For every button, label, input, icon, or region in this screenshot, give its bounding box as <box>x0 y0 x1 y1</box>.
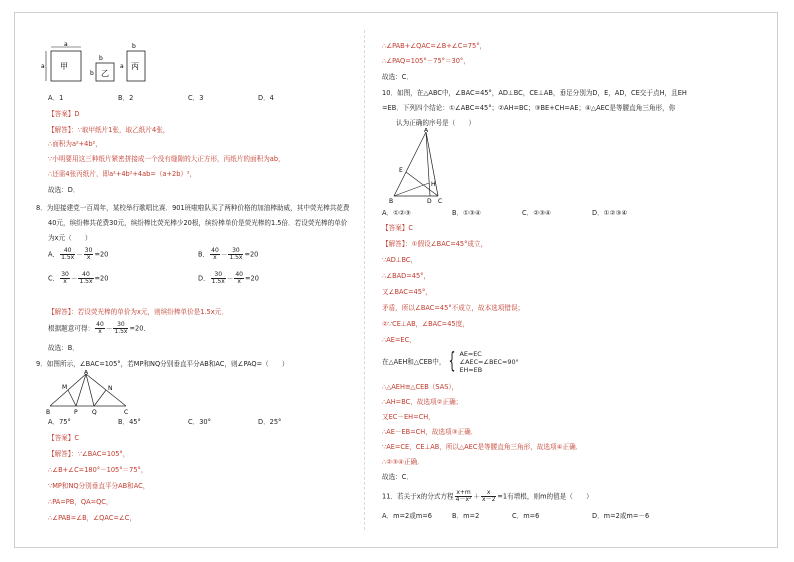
q11-option-b[interactable]: B．m=2 <box>452 512 480 520</box>
q11-stem: 11．若关于x的分式方程 $\frac{x+m}{\text{4－x²}}$ ＋ $\frac{x}{x-2}$ =1有增根，则m的值是（ ） <box>382 489 593 503</box>
q7-answer: 【答案】D <box>48 110 80 118</box>
svg-text:A: A <box>424 128 429 134</box>
dim-label-b: b <box>99 55 103 62</box>
q10-analysis-line: 【解答】：①假设∠BAC=45°成立， <box>382 240 488 248</box>
svg-text:Q: Q <box>92 409 97 416</box>
q7-analysis-line: ∵小明要用这三种纸片紧密拼接成一个没有缝隙的大正方形，丙纸片的面积为ab， <box>48 155 285 163</box>
q10-stem-line: 10．如图，在△ABC中，∠BAC=45°，AD⊥BC，CE⊥AB，垂足分别为D，E，AD，CE交于点H，且EH <box>382 89 687 97</box>
q9-option-b[interactable]: B．45° <box>118 418 141 426</box>
q8-choice: 故选：B． <box>48 344 79 352</box>
svg-text:M: M <box>62 384 68 391</box>
q10-analysis-line: ②∵CE⊥AB，∠BAC=45度， <box>382 320 469 328</box>
q7-choice: 故选：D． <box>48 186 80 194</box>
q8-option-d[interactable]: D． $\frac{30}{1.5x}$ － $\frac{40}{x}$ =20 <box>198 271 259 285</box>
svg-text:D: D <box>427 198 432 204</box>
q10-choice: 故选：C． <box>382 473 413 481</box>
svg-text:E: E <box>399 167 403 174</box>
q10-option-c[interactable]: C．②③④ <box>522 209 551 217</box>
label-yi: 乙 <box>101 69 109 78</box>
q9-option-a[interactable]: A．75° <box>48 418 71 426</box>
label-bing: 丙 <box>131 62 139 71</box>
q10-system: 在△AEH和△CEB中， { AE=EC ∠AEC=∠BEC=90° EH=EB <box>382 349 519 374</box>
q8-analysis-equation: 根据题意可得： $\frac{40}{x}$ － $\frac{30}{1.5x}$ =20． <box>48 321 150 335</box>
q7-option-c[interactable]: C．3 <box>188 94 204 102</box>
q9-analysis-line: ∴∠PAB=∠B，∠QAC=∠C， <box>48 514 136 522</box>
q11-option-d[interactable]: D．m=2或m=－6 <box>592 512 650 520</box>
q7-option-a[interactable]: A．1 <box>48 94 64 102</box>
q7-analysis-line: ∴面积为a²+4b²， <box>48 140 102 148</box>
q10-analysis-line: ∴②③④正确． <box>382 458 424 466</box>
dim-label-a-bing: a <box>120 63 124 70</box>
q9-stem: 9．如图所示，∠BAC=105°，若MP和NQ分别垂直平分AB和AC，则∠PAQ=（ ） <box>36 360 289 368</box>
q9-answer: 【答案】C <box>48 434 79 442</box>
q9-choice: 故选：C． <box>382 73 413 81</box>
svg-text:A: A <box>84 370 89 376</box>
q9-option-c[interactable]: C．30° <box>188 418 211 426</box>
q10-option-a[interactable]: A．①②③ <box>382 209 411 217</box>
q8-option-b[interactable]: B． $\frac{40}{x}$ － $\frac{30}{1.5x}$ =20 <box>198 247 259 261</box>
q10-analysis-line: ∵AD⊥BC， <box>382 256 418 264</box>
q9-cont-line: ∴∠PAQ=105°－75°＝30°， <box>382 57 470 65</box>
q7-analysis-line: 【解答】：∵取甲纸片1张，取乙纸片4张， <box>48 126 170 134</box>
q10-analysis-line: ∴AH=BC，故选项②正确； <box>382 398 463 406</box>
q10-analysis-line: ∴AE－EB=CH，故选项③正确． <box>382 428 478 436</box>
dim-label-a: a <box>64 42 68 48</box>
dim-label-a-side: a <box>41 63 45 70</box>
q10-stem-line: 认为正确的序号是（ ） <box>396 119 476 127</box>
label-jia: 甲 <box>60 62 68 71</box>
q8-option-a[interactable]: A． $\frac{40}{1.5x}$ － $\frac{30}{x}$ =20 <box>48 247 109 261</box>
q10-analysis-line: 又EC－EH=CH， <box>382 413 435 421</box>
svg-text:H: H <box>431 181 436 188</box>
q10-analysis-line: 矛盾，所以∠BAC=45°不成立，故本选项错误； <box>382 304 525 312</box>
q9-option-d[interactable]: D．25° <box>258 418 282 426</box>
svg-text:P: P <box>74 409 78 416</box>
q10-stem-line: =EB．下列四个结论：①∠ABC=45°；②AH=BC；③BE+CH=AE；④△AEC是等腰直角三角形，你 <box>382 104 676 112</box>
q8-option-c[interactable]: C． $\frac{30}{x}$ － $\frac{40}{1.5x}$ =20 <box>48 271 109 285</box>
q7-option-b[interactable]: B．2 <box>118 94 134 102</box>
svg-text:N: N <box>108 385 113 392</box>
q8-stem-line: 40元，缤纷棒共花费30元，缤纷棒比荧光棒少20根，缤纷棒单价是荧光棒的1.5倍．若设荧光棒的单价 <box>48 219 348 227</box>
q10-analysis-line: ∴△AEH≌△CEB（SAS）， <box>382 383 459 391</box>
q9-cont-line: ∴∠PAB+∠QAC=∠B+∠C=75°， <box>382 42 487 50</box>
q11-option-c[interactable]: C．m=6 <box>512 512 540 520</box>
q9-analysis-line: ∴PA=PB，QA=QC， <box>48 498 113 506</box>
q9-analysis-line: 【解答】：∵∠BAC=105°， <box>48 450 130 458</box>
q8-stem-line: 为x元（ ） <box>48 234 92 242</box>
svg-text:C: C <box>124 409 129 416</box>
q10-analysis-line: 又∠BAC=45°， <box>382 288 432 296</box>
q10-analysis-line: ∵AE=CE，CE⊥AB，所以△AEC是等腰直角三角形，故选项④正确． <box>382 443 583 451</box>
q10-analysis-line: ∴∠BAD=45°， <box>382 272 431 280</box>
paper-pieces-figure <box>40 42 170 90</box>
q10-option-d[interactable]: D．①②③④ <box>592 209 628 217</box>
q9-triangle-figure <box>46 370 136 416</box>
dim-label-b-side: b <box>90 70 94 77</box>
dim-label-b-bing: b <box>132 43 136 50</box>
svg-text:C: C <box>438 198 443 204</box>
svg-text:B: B <box>46 409 51 416</box>
q8-stem-line: 8．为迎接建党一百周年，某校举行歌唱比赛．901班啦啦队买了两种价格的加油棒助威，其中荧光棒共花费 <box>36 204 350 212</box>
q11-option-a[interactable]: A．m=2或m=6 <box>382 512 432 520</box>
q10-option-b[interactable]: B．①③④ <box>452 209 481 217</box>
q7-option-d[interactable]: D．4 <box>258 94 274 102</box>
q10-answer: 【答案】C <box>382 224 413 232</box>
q10-analysis-line: ∴AE=EC， <box>382 336 416 344</box>
column-divider <box>364 30 365 530</box>
q8-analysis-line: 【解答】：若设荧光棒的单价为x元，则缤纷棒单价是1.5x元． <box>48 308 228 316</box>
q9-analysis-line: ∵MP和NQ分别垂直平分AB和AC， <box>48 482 150 490</box>
q10-triangle-figure <box>386 128 456 204</box>
q9-analysis-line: ∴∠B+∠C=180°－105°＝75°， <box>48 466 148 474</box>
svg-text:B: B <box>389 198 394 204</box>
q7-analysis-line: ∴还需4张丙纸片，即a²+4b²+4ab=（a+2b）²， <box>48 170 197 178</box>
